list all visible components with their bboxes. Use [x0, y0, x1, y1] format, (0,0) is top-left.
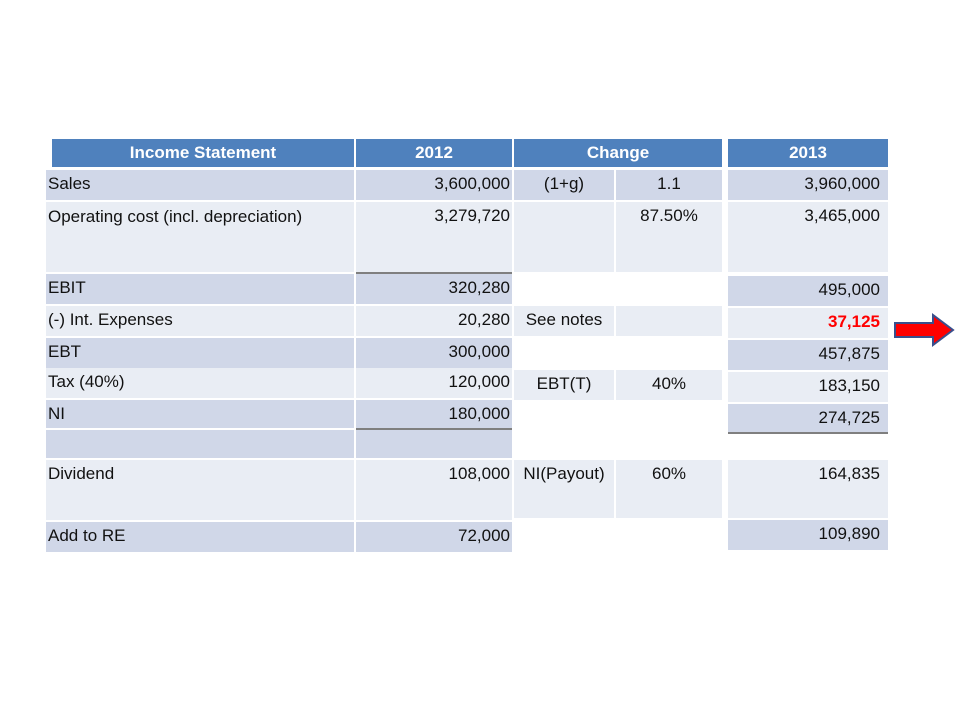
row-tax-2013: 183,150: [728, 372, 888, 402]
row-interest-2012: 20,280: [356, 306, 512, 336]
row-re-2012: 72,000: [356, 522, 512, 552]
row-ni-2013: 274,725: [728, 404, 888, 432]
row-tax-label: Tax (40%): [46, 368, 354, 398]
row-interest-change-label: See notes: [514, 306, 614, 336]
row-sales-2012: 3,600,000: [356, 170, 512, 200]
row-ebt-2012: 300,000: [356, 338, 512, 368]
row-ebit-2013: 495,000: [728, 276, 888, 306]
row-dividend-label: Dividend: [46, 460, 354, 520]
header-change: Change: [514, 139, 722, 167]
row-opcost-2012: 3,279,720: [356, 202, 512, 272]
row-spacer-2012: [356, 430, 512, 458]
row-dividend-2012: 108,000: [356, 460, 512, 520]
row-ebt-2013: 457,875: [728, 340, 888, 370]
row-dividend-change-value: 60%: [616, 460, 722, 518]
row-spacer-label: [46, 430, 354, 458]
row-re-2013: 109,890: [728, 520, 888, 550]
row-opcost-change-blank: [514, 202, 614, 272]
row-opcost-label: Operating cost (incl. depreciation): [46, 202, 354, 272]
row-interest-2013: 37,125: [728, 308, 888, 338]
row-re-label: Add to RE: [46, 522, 354, 552]
row-sales-change-label: (1+g): [514, 170, 614, 200]
row-tax-change-label: EBT(T): [514, 370, 614, 400]
row-dividend-2013: 164,835: [728, 460, 888, 518]
header-income-statement: Income Statement: [52, 139, 354, 167]
row-ebit-label: EBIT: [46, 274, 354, 304]
row-ebit-2012: 320,280: [356, 274, 512, 304]
row-sales-label: Sales: [46, 170, 354, 200]
row-interest-label: (-) Int. Expenses: [46, 306, 354, 336]
header-2013: 2013: [728, 139, 888, 167]
row-sales-2013: 3,960,000: [728, 170, 888, 200]
row-dividend-change-label: NI(Payout): [514, 460, 614, 518]
header-2012: 2012: [356, 139, 512, 167]
row-opcost-change-value: 87.50%: [616, 202, 722, 272]
row-tax-change-value: 40%: [616, 370, 722, 400]
right-arrow-icon: [893, 313, 955, 347]
row-ni-2012: 180,000: [356, 400, 512, 428]
row-opcost-2013: 3,465,000: [728, 202, 888, 272]
row-tax-2012: 120,000: [356, 368, 512, 398]
row-ebt-label: EBT: [46, 338, 354, 368]
row-ni-label: NI: [46, 400, 354, 428]
row-interest-change-blank: [616, 306, 722, 336]
row-sales-change-value: 1.1: [616, 170, 722, 200]
